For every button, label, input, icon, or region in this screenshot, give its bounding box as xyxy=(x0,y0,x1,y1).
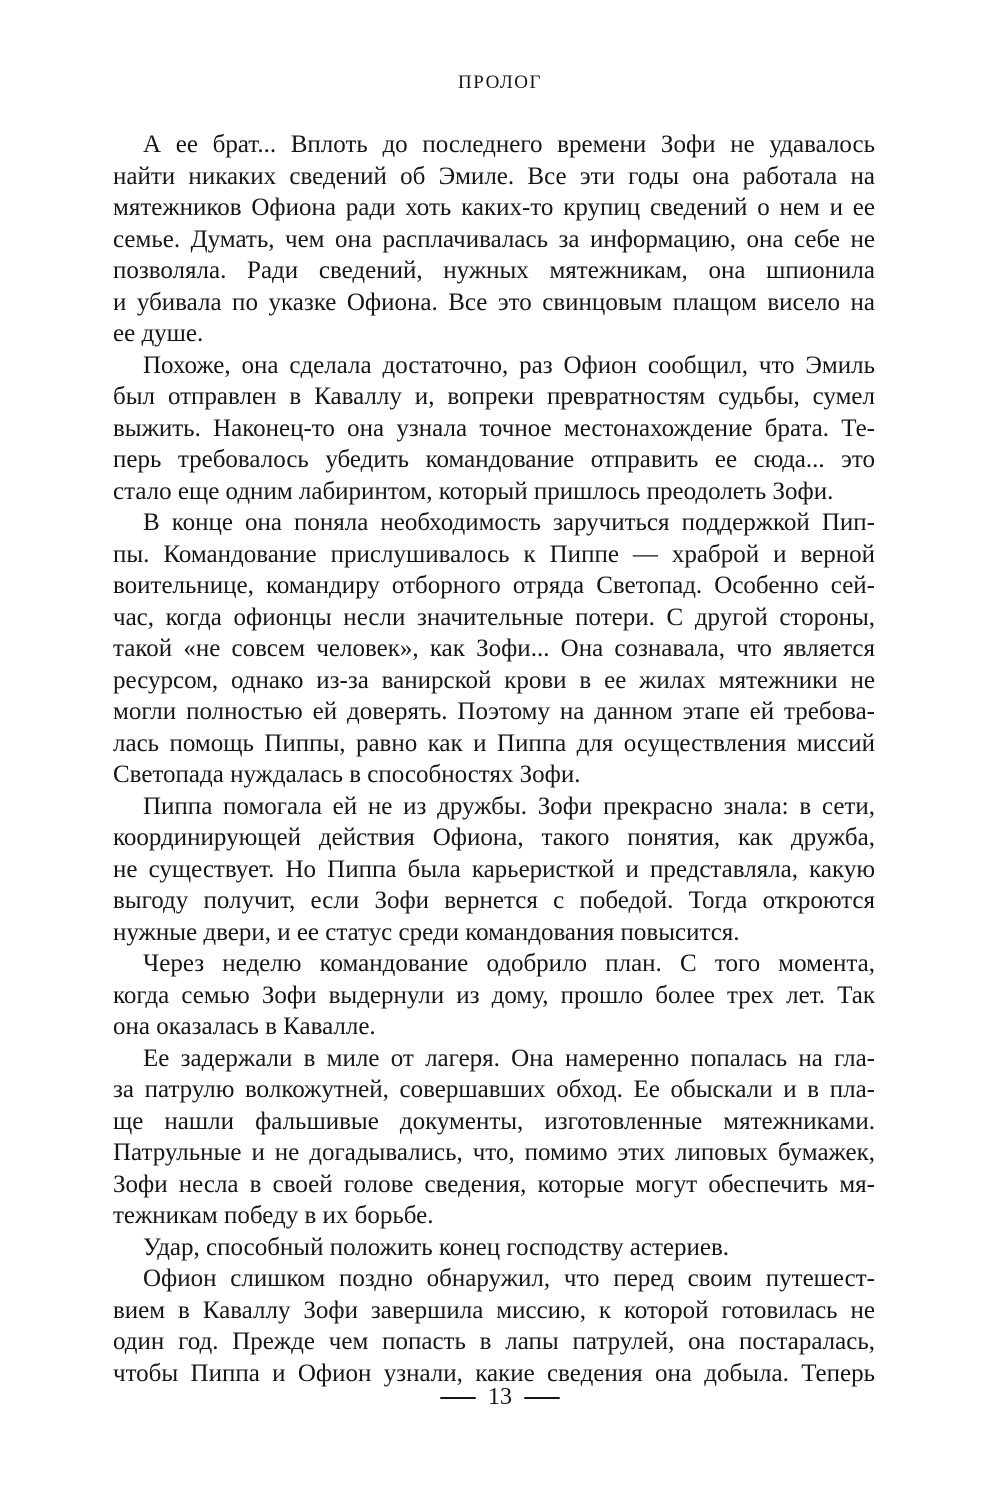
text-line: Ее задержали в миле от лагеря. Она намеренно попалась на гла- xyxy=(143,1044,875,1072)
paragraph xyxy=(113,948,875,1043)
text-line: был отправлен в Каваллу и, вопреки превратностям судьбы, сумел xyxy=(113,383,875,410)
paragraph xyxy=(113,1232,875,1264)
paragraph xyxy=(113,1263,875,1389)
text-line: вием в Каваллу Зофи завершила миссию, к которой готовилась не xyxy=(113,1296,875,1324)
text-line: найти никаких сведений об Эмиле. Все эти годы она работала на xyxy=(113,162,875,190)
folio-dash-left xyxy=(440,1397,476,1399)
paragraph xyxy=(113,350,875,508)
text-line: один год. Прежде чем попасть в лапы патрулей, она постаралась, xyxy=(113,1328,875,1355)
text-line: выжить. Наконец-то она узнала точное местонахождение брата. Те- xyxy=(113,414,875,442)
text-line: Офион слишком поздно обнаружил, что перед своим путешест- xyxy=(143,1265,875,1292)
text-line: Через неделю командование одобрило план. С того момента, xyxy=(143,950,875,977)
paragraph xyxy=(113,791,875,949)
text-line: А ее брат... Вплоть до последнего времени Зофи не удавалось xyxy=(143,131,875,158)
text-line: Похоже, она сделала достаточно, раз Офион сообщил, что Эмиль xyxy=(143,351,875,379)
text-line: мятежников Офиона ради хоть каких-то крупиц сведений о нем и ее xyxy=(113,194,875,221)
text-line: и убивала по указке Офиона. Все это свинцовым плащом висело на xyxy=(113,288,875,316)
text-line: Удар, способный положить конец господству астериев. xyxy=(143,1233,730,1261)
text-line: нужные двери, и ее статус среди командования повысится. xyxy=(113,918,740,946)
body-text xyxy=(113,129,875,1389)
text-line: она оказалась в Кавалле. xyxy=(113,1013,376,1040)
text-line: выгоду получит, если Зофи вернется с победой. Тогда откроются xyxy=(113,887,875,914)
text-line: Патрульные и не догадывались, что, помимо этих липовых бумажек, xyxy=(113,1139,875,1166)
folio-dash-right xyxy=(524,1397,560,1399)
text-line: стало еще одним лабиринтом, который пришлось преодолеть Зофи. xyxy=(113,477,834,505)
page-folio xyxy=(0,1384,1000,1411)
text-line: тежникам победу в их борьбе. xyxy=(113,1202,434,1229)
text-line: за патрулю волкожутней, совершавших обход. Ее обыскали и в пла- xyxy=(113,1076,875,1103)
text-line: семье. Думать, чем она расплачивалась за информацию, она себе не xyxy=(113,225,875,253)
text-line: ще нашли фальшивые документы, изготовленные мятежниками. xyxy=(113,1107,875,1135)
text-line: Пиппа помогала ей не из дружбы. Зофи прекрасно знала: в сети, xyxy=(143,792,875,820)
text-line: Светопада нуждалась в способностях Зофи. xyxy=(113,761,581,788)
text-line: не существует. Но Пиппа была карьеристкой и представляла, какую xyxy=(113,855,875,883)
text-line: чтобы Пиппа и Офион узнали, какие сведения она добыла. Теперь xyxy=(113,1359,875,1387)
text-line: В конце она поняла необходимость заручиться поддержкой Пип- xyxy=(143,509,875,536)
text-line: Зофи несла в своей голове сведения, которые могут обеспечить мя- xyxy=(113,1170,875,1198)
page-number: 13 xyxy=(488,1384,512,1410)
text-line: позволяла. Ради сведений, нужных мятежникам, она шпионила xyxy=(113,257,875,284)
text-line: могли полностью ей доверять. Поэтому на данном этапе ей требова- xyxy=(113,698,875,725)
text-line: ресурсом, однако из-за ванирской крови в ее жилах мятежники не xyxy=(113,666,875,694)
text-line: ее душе. xyxy=(113,320,204,347)
text-line: перь требовалось убедить командование отправить ее сюда... это xyxy=(113,446,875,473)
text-line: координирующей действия Офиона, такого понятия, как дружба, xyxy=(113,824,875,851)
text-line: когда семью Зофи выдернули из дому, прошло более трех лет. Так xyxy=(113,981,875,1009)
text-line: воительнице, командиру отборного отряда Светопад. Особенно сей- xyxy=(113,572,875,599)
running-header: ПРОЛОГ xyxy=(458,72,542,93)
text-line: пы. Командование прислушивалось к Пиппе — храброй и верной xyxy=(113,540,875,568)
text-line: лась помощь Пиппы, равно как и Пиппа для осуществления миссий xyxy=(113,729,875,757)
paragraph xyxy=(113,1043,875,1232)
paragraph xyxy=(113,507,875,791)
text-line: час, когда офионцы несли значительные потери. С другой стороны, xyxy=(113,603,875,631)
paragraph xyxy=(113,129,875,350)
text-line: такой «не совсем человек», как Зофи... Она сознавала, что является xyxy=(113,635,875,662)
